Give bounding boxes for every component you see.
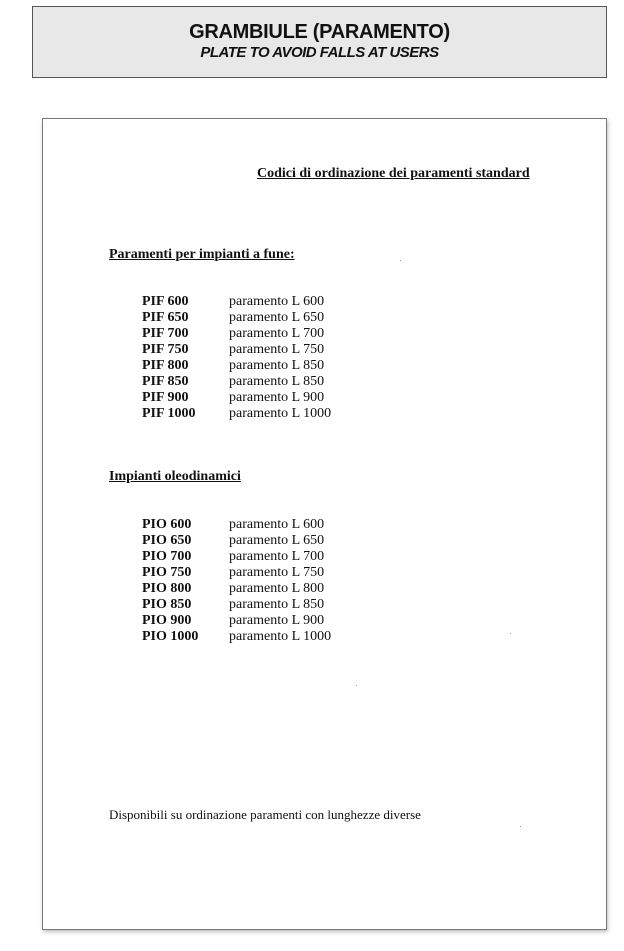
code-description: paramento L 750 xyxy=(229,565,325,580)
list-item xyxy=(142,342,331,358)
order-code: PIF 1000 xyxy=(142,406,196,421)
order-code: PIO 850 xyxy=(142,597,192,612)
code-description: paramento L 850 xyxy=(229,358,325,373)
order-code: PIF 650 xyxy=(142,310,189,325)
scan-speck xyxy=(520,826,521,827)
list-item xyxy=(142,310,331,326)
order-code: PIO 700 xyxy=(142,549,192,564)
order-code: PIO 800 xyxy=(142,581,192,596)
header-subtitle: PLATE TO AVOID FALLS AT USERS xyxy=(200,44,439,61)
code-description: paramento L 900 xyxy=(229,613,325,628)
list-item xyxy=(142,294,331,310)
order-code: PIF 850 xyxy=(142,374,189,389)
scan-speck xyxy=(356,685,357,686)
code-description: paramento L 800 xyxy=(229,581,325,596)
code-description: paramento L 600 xyxy=(229,517,325,532)
list-item xyxy=(142,390,331,406)
order-code: PIF 750 xyxy=(142,342,189,357)
order-code: PIF 800 xyxy=(142,358,189,373)
code-description: paramento L 700 xyxy=(229,326,325,341)
order-code: PIO 750 xyxy=(142,565,192,580)
code-description: paramento L 1000 xyxy=(229,629,332,644)
list-item xyxy=(142,565,331,581)
order-code: PIO 600 xyxy=(142,517,192,532)
code-description: paramento L 900 xyxy=(229,390,325,405)
section-heading-oleodinamici: Impianti oleodinamici xyxy=(109,469,241,484)
code-description: paramento L 850 xyxy=(229,597,325,612)
section-heading-fune: Paramenti per impianti a fune: xyxy=(109,247,295,262)
order-code: PIO 1000 xyxy=(142,629,199,644)
footer-note: Disponibili su ordinazione paramenti con lunghezze diverse xyxy=(109,807,421,822)
code-description: paramento L 750 xyxy=(229,342,325,357)
order-code: PIF 600 xyxy=(142,294,189,309)
code-list-fune xyxy=(142,294,331,422)
code-description: paramento L 850 xyxy=(229,374,325,389)
order-code: PIO 650 xyxy=(142,533,192,548)
list-item xyxy=(142,358,331,374)
code-list-oleodinamici xyxy=(142,517,331,645)
header-title: GRAMBIULE (PARAMENTO) xyxy=(189,21,450,43)
list-item xyxy=(142,517,331,533)
scan-speck xyxy=(400,260,401,261)
list-item xyxy=(142,374,331,390)
code-description: paramento L 600 xyxy=(229,294,325,309)
document-title: Codici di ordinazione dei paramenti standard xyxy=(257,166,530,181)
header-banner xyxy=(32,6,607,78)
list-item xyxy=(142,406,331,422)
list-item xyxy=(142,597,331,613)
scan-speck xyxy=(510,633,511,634)
list-item xyxy=(142,581,331,597)
scanned-document xyxy=(42,118,607,930)
list-item xyxy=(142,533,331,549)
order-code: PIO 900 xyxy=(142,613,192,628)
list-item xyxy=(142,629,331,645)
order-code: PIF 700 xyxy=(142,326,189,341)
code-description: paramento L 650 xyxy=(229,310,325,325)
list-item xyxy=(142,326,331,342)
code-description: paramento L 700 xyxy=(229,549,325,564)
code-description: paramento L 1000 xyxy=(229,406,332,421)
order-code: PIF 900 xyxy=(142,390,189,405)
list-item xyxy=(142,613,331,629)
list-item xyxy=(142,549,331,565)
code-description: paramento L 650 xyxy=(229,533,325,548)
